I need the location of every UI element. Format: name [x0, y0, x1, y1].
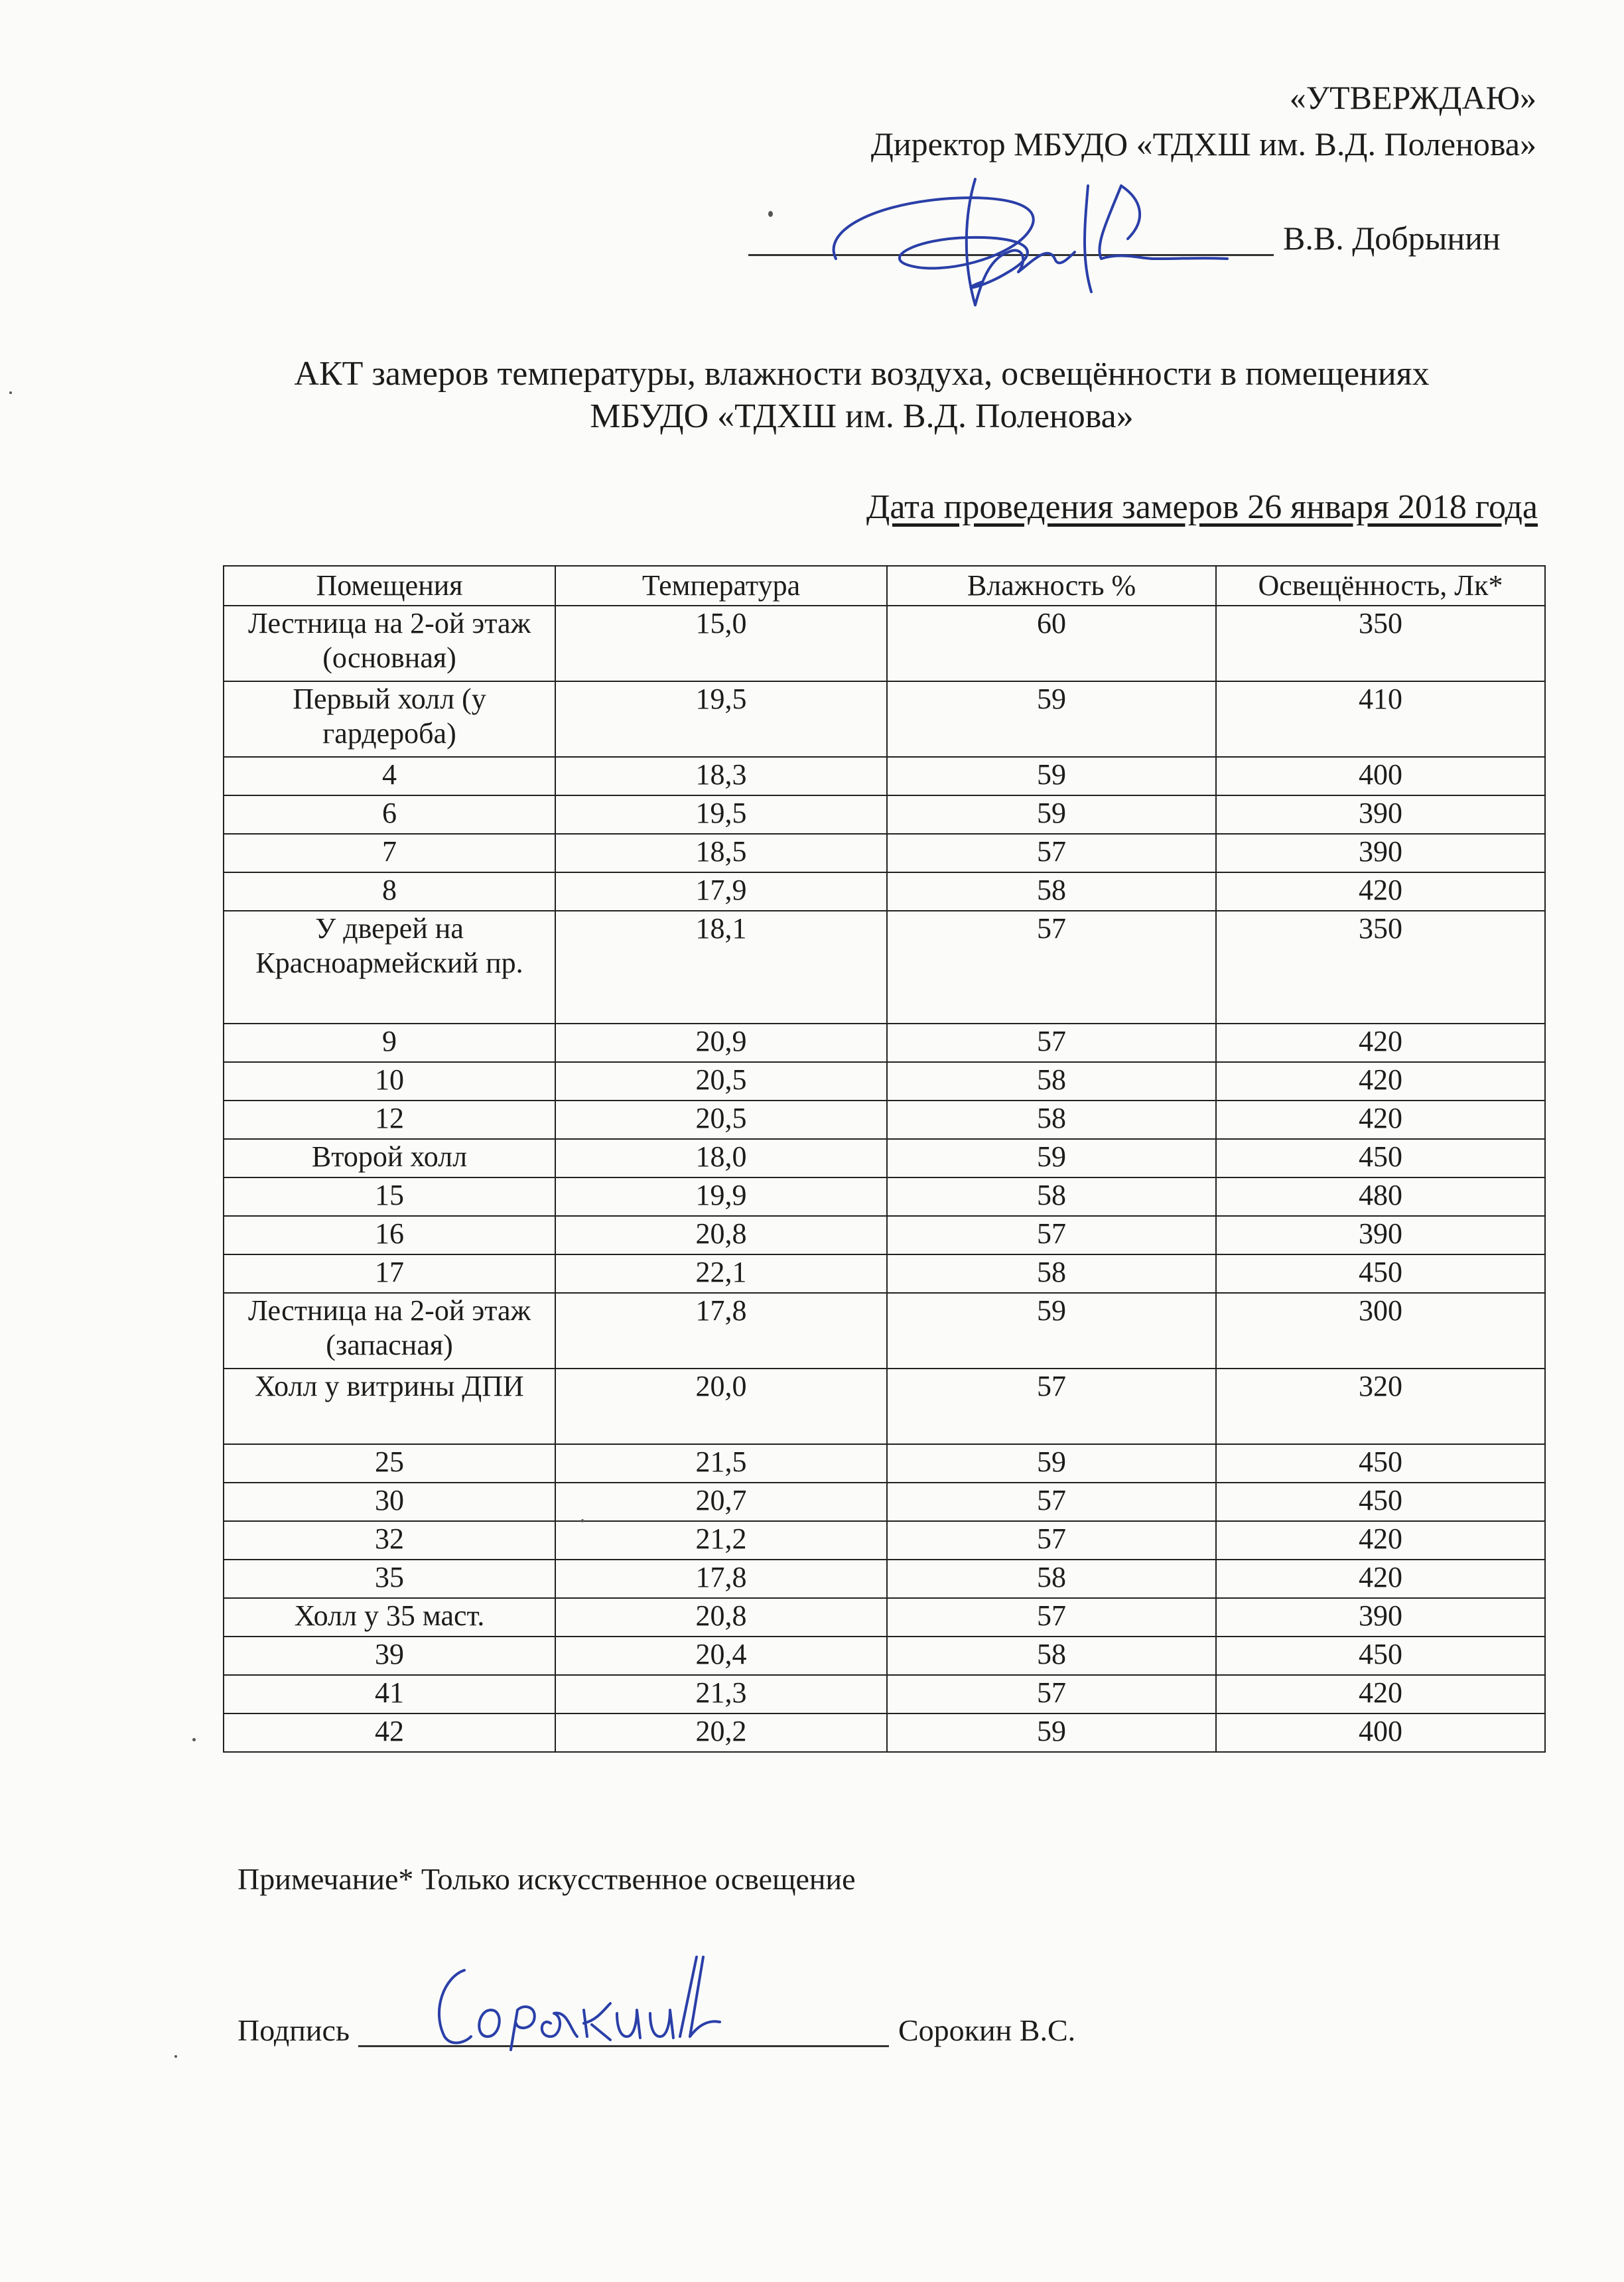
director-position: Директор МБУДО «ТДХШ им. В.Д. Поленова»: [870, 125, 1536, 163]
illumination-cell: 420: [1216, 1024, 1545, 1062]
header-rooms: Помещения: [224, 566, 555, 606]
table-row: [224, 1062, 1545, 1101]
humidity-cell: 58: [887, 1560, 1216, 1598]
table-row: [224, 1024, 1545, 1062]
humidity-cell: 58: [887, 1062, 1216, 1101]
room-cell: 4: [224, 757, 555, 795]
temperature-cell: 22,1: [555, 1254, 887, 1293]
temperature-cell: 17,9: [555, 872, 887, 911]
room-cell: Второй холл: [224, 1139, 555, 1177]
temperature-cell: 20,5: [555, 1101, 887, 1139]
temperature-cell: 21,2: [555, 1521, 887, 1560]
room-cell: 17: [224, 1254, 555, 1293]
illumination-cell: 390: [1216, 1216, 1545, 1254]
humidity-cell: 59: [887, 681, 1216, 757]
table-row: [224, 872, 1545, 911]
room-cell: 25: [224, 1444, 555, 1483]
room-cell: 15: [224, 1177, 555, 1216]
measurements-table: [223, 565, 1546, 1753]
humidity-cell: 57: [887, 1521, 1216, 1560]
humidity-cell: 59: [887, 1139, 1216, 1177]
illumination-cell: 420: [1216, 1560, 1545, 1598]
humidity-cell: 57: [887, 1216, 1216, 1254]
table-row: [224, 1598, 1545, 1637]
temperature-cell: 21,3: [555, 1675, 887, 1713]
room-cell: 16: [224, 1216, 555, 1254]
illumination-cell: 450: [1216, 1637, 1545, 1675]
temperature-cell: 17,8: [555, 1293, 887, 1369]
humidity-cell: 59: [887, 795, 1216, 834]
illumination-cell: 390: [1216, 1598, 1545, 1637]
illumination-cell: 480: [1216, 1177, 1545, 1216]
document-title: [186, 353, 1538, 438]
table-row: [224, 1675, 1545, 1713]
temperature-cell: 20,5: [555, 1062, 887, 1101]
temperature-cell: 18,5: [555, 834, 887, 872]
footnote: Примечание* Только искусственное освещение: [237, 1862, 856, 1896]
table-row: [224, 1216, 1545, 1254]
humidity-cell: 57: [887, 911, 1216, 1024]
table-row: [224, 1637, 1545, 1675]
room-cell: 32: [224, 1521, 555, 1560]
signature-label: Подпись: [237, 2013, 350, 2047]
temperature-cell: 18,0: [555, 1139, 887, 1177]
room-cell: 8: [224, 872, 555, 911]
illumination-cell: 450: [1216, 1254, 1545, 1293]
director-signature: [809, 159, 1234, 318]
room-cell: Первый холл (у гардероба): [224, 681, 555, 757]
table-row: [224, 1177, 1545, 1216]
table-header-row: [224, 566, 1545, 606]
room-cell: Лестница на 2-ой этаж (основная): [224, 606, 555, 681]
temperature-cell: 19,5: [555, 795, 887, 834]
humidity-cell: 57: [887, 834, 1216, 872]
measurement-date: Дата проведения замеров 26 января 2018 года: [866, 488, 1538, 526]
table-row: [224, 606, 1545, 681]
scan-speck: [9, 391, 12, 394]
room-cell: Лестница на 2-ой этаж (запасная): [224, 1293, 555, 1369]
scan-speck: [174, 2055, 177, 2058]
illumination-cell: 420: [1216, 1101, 1545, 1139]
humidity-cell: 57: [887, 1483, 1216, 1521]
table-row: [224, 1444, 1545, 1483]
temperature-cell: 20,2: [555, 1713, 887, 1752]
room-cell: 7: [224, 834, 555, 872]
room-cell: 41: [224, 1675, 555, 1713]
humidity-cell: 58: [887, 1254, 1216, 1293]
table-row: [224, 1713, 1545, 1752]
humidity-cell: 59: [887, 1444, 1216, 1483]
scan-speck: [192, 1738, 196, 1741]
humidity-cell: 57: [887, 1369, 1216, 1444]
room-cell: 35: [224, 1560, 555, 1598]
illumination-cell: 420: [1216, 1521, 1545, 1560]
humidity-cell: 58: [887, 1637, 1216, 1675]
table-row: [224, 1560, 1545, 1598]
humidity-cell: 60: [887, 606, 1216, 681]
temperature-cell: 21,5: [555, 1444, 887, 1483]
table-row: [224, 1101, 1545, 1139]
illumination-cell: 320: [1216, 1369, 1545, 1444]
room-cell: 10: [224, 1062, 555, 1101]
humidity-cell: 57: [887, 1598, 1216, 1637]
illumination-cell: 390: [1216, 834, 1545, 872]
room-cell: 30: [224, 1483, 555, 1521]
room-cell: У дверей на Красноармейский пр.: [224, 911, 555, 1024]
temperature-cell: 15,0: [555, 606, 887, 681]
illumination-cell: 390: [1216, 795, 1545, 834]
approval-title: «УТВЕРЖДАЮ»: [1289, 79, 1536, 116]
room-cell: 6: [224, 795, 555, 834]
table-row: [224, 795, 1545, 834]
temperature-cell: 20,9: [555, 1024, 887, 1062]
illumination-cell: 450: [1216, 1139, 1545, 1177]
temperature-cell: 19,9: [555, 1177, 887, 1216]
document-title-line-2: МБУДО «ТДХШ им. В.Д. Поленова»: [590, 397, 1134, 435]
signer-signature: [418, 1944, 730, 2056]
table-row: [224, 681, 1545, 757]
table-row: [224, 834, 1545, 872]
scan-speck: [768, 211, 773, 217]
humidity-cell: 58: [887, 1177, 1216, 1216]
header-temperature: Температура: [555, 566, 887, 606]
room-cell: 42: [224, 1713, 555, 1752]
header-illumination: Освещённость, Лк*: [1216, 566, 1545, 606]
humidity-cell: 59: [887, 1713, 1216, 1752]
temperature-cell: 17,8: [555, 1560, 887, 1598]
table-row: [224, 1521, 1545, 1560]
signer-name: Сорокин В.С.: [898, 2013, 1076, 2047]
room-cell: 9: [224, 1024, 555, 1062]
room-cell: Холл у витрины ДПИ: [224, 1369, 555, 1444]
temperature-cell: 19,5: [555, 681, 887, 757]
illumination-cell: 400: [1216, 1713, 1545, 1752]
temperature-cell: 20,7: [555, 1483, 887, 1521]
temperature-cell: 18,3: [555, 757, 887, 795]
document-title-line-1: АКТ замеров температуры, влажности воздуха, освещённости в помещениях: [294, 355, 1430, 393]
room-cell: Холл у 35 маст.: [224, 1598, 555, 1637]
room-cell: 39: [224, 1637, 555, 1675]
room-cell: 12: [224, 1101, 555, 1139]
humidity-cell: 57: [887, 1675, 1216, 1713]
table-row: [224, 1139, 1545, 1177]
illumination-cell: 300: [1216, 1293, 1545, 1369]
temperature-cell: 18,1: [555, 911, 887, 1024]
temperature-cell: 20,0: [555, 1369, 887, 1444]
illumination-cell: 410: [1216, 681, 1545, 757]
humidity-cell: 58: [887, 872, 1216, 911]
illumination-cell: 350: [1216, 911, 1545, 1024]
header-humidity: Влажность %: [887, 566, 1216, 606]
illumination-cell: 420: [1216, 1675, 1545, 1713]
table-row: [224, 757, 1545, 795]
temperature-cell: 20,8: [555, 1216, 887, 1254]
table-row: [224, 1293, 1545, 1369]
humidity-cell: 59: [887, 757, 1216, 795]
illumination-cell: 420: [1216, 1062, 1545, 1101]
table-row: [224, 911, 1545, 1024]
scan-speck: [581, 1519, 584, 1522]
illumination-cell: 400: [1216, 757, 1545, 795]
temperature-cell: 20,8: [555, 1598, 887, 1637]
humidity-cell: 58: [887, 1101, 1216, 1139]
illumination-cell: 450: [1216, 1444, 1545, 1483]
table-row: [224, 1369, 1545, 1444]
table-row: [224, 1254, 1545, 1293]
table-row: [224, 1483, 1545, 1521]
humidity-cell: 59: [887, 1293, 1216, 1369]
illumination-cell: 450: [1216, 1483, 1545, 1521]
humidity-cell: 57: [887, 1024, 1216, 1062]
illumination-cell: 420: [1216, 872, 1545, 911]
director-name: В.В. Добрынин: [1283, 220, 1501, 257]
illumination-cell: 350: [1216, 606, 1545, 681]
temperature-cell: 20,4: [555, 1637, 887, 1675]
